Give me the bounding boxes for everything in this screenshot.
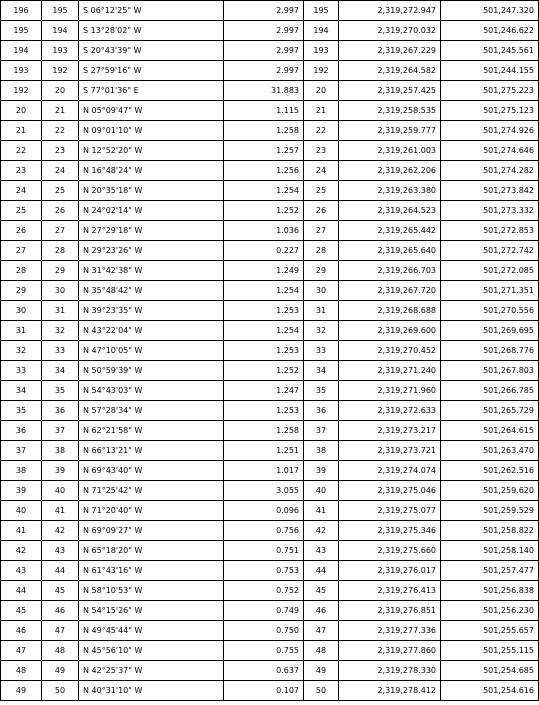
- station-cell: 30: [1, 301, 42, 321]
- vertex-cell: 193: [304, 41, 339, 61]
- next-station-cell: 49: [42, 661, 79, 681]
- distance-cell: 1.036: [224, 221, 304, 241]
- next-station-cell: 40: [42, 481, 79, 501]
- distance-cell: 1.253: [224, 401, 304, 421]
- vertex-cell: 48: [304, 641, 339, 661]
- table-row: [1, 141, 539, 161]
- distance-cell: 1.257: [224, 141, 304, 161]
- coordinate-y-cell: 2,319,277.336: [339, 621, 441, 641]
- coordinate-x-cell: 501,255.657: [441, 621, 539, 641]
- coordinate-y-cell: 2,319,267.720: [339, 281, 441, 301]
- next-station-cell: 28: [42, 241, 79, 261]
- station-cell: 23: [1, 161, 42, 181]
- coordinate-y-cell: 2,319,271.960: [339, 381, 441, 401]
- next-station-cell: 39: [42, 461, 79, 481]
- bearing-cell: N 61°43'16" W: [79, 561, 224, 581]
- vertex-cell: 38: [304, 441, 339, 461]
- vertex-cell: 40: [304, 481, 339, 501]
- vertex-cell: 25: [304, 181, 339, 201]
- table-row: [1, 321, 539, 341]
- next-station-cell: 48: [42, 641, 79, 661]
- station-cell: 196: [1, 1, 42, 21]
- next-station-cell: 29: [42, 261, 79, 281]
- vertex-cell: 27: [304, 221, 339, 241]
- next-station-cell: 192: [42, 61, 79, 81]
- coordinate-x-cell: 501,258.140: [441, 541, 539, 561]
- bearing-cell: N 69°43'40" W: [79, 461, 224, 481]
- next-station-cell: 22: [42, 121, 79, 141]
- coordinate-x-cell: 501,273.842: [441, 181, 539, 201]
- bearing-cell: N 45°56'10" W: [79, 641, 224, 661]
- station-cell: 34: [1, 381, 42, 401]
- table-row: [1, 461, 539, 481]
- next-station-cell: 44: [42, 561, 79, 581]
- bearing-cell: N 69°09'27" W: [79, 521, 224, 541]
- bearing-cell: N 54°43'03" W: [79, 381, 224, 401]
- next-station-cell: 33: [42, 341, 79, 361]
- vertex-cell: 24: [304, 161, 339, 181]
- coordinate-x-cell: 501,256.230: [441, 601, 539, 621]
- distance-cell: 0.107: [224, 681, 304, 701]
- station-cell: 29: [1, 281, 42, 301]
- bearing-cell: N 54°15'26" W: [79, 601, 224, 621]
- table-row: [1, 541, 539, 561]
- table-row: [1, 201, 539, 221]
- distance-cell: 1.258: [224, 421, 304, 441]
- coordinate-x-cell: 501,272.742: [441, 241, 539, 261]
- station-cell: 49: [1, 681, 42, 701]
- coordinate-y-cell: 2,319,270.032: [339, 21, 441, 41]
- station-cell: 20: [1, 101, 42, 121]
- coordinate-y-cell: 2,319,261.003: [339, 141, 441, 161]
- station-cell: 36: [1, 421, 42, 441]
- distance-cell: 2.997: [224, 41, 304, 61]
- coordinate-y-cell: 2,319,276.851: [339, 601, 441, 621]
- distance-cell: 0.755: [224, 641, 304, 661]
- station-cell: 27: [1, 241, 42, 261]
- station-cell: 46: [1, 621, 42, 641]
- coordinate-x-cell: 501,274.646: [441, 141, 539, 161]
- vertex-cell: 37: [304, 421, 339, 441]
- coordinate-y-cell: 2,319,257.425: [339, 81, 441, 101]
- vertex-cell: 33: [304, 341, 339, 361]
- station-cell: 193: [1, 61, 42, 81]
- vertex-cell: 41: [304, 501, 339, 521]
- bearing-cell: N 57°28'34" W: [79, 401, 224, 421]
- station-cell: 40: [1, 501, 42, 521]
- coordinate-y-cell: 2,319,273.217: [339, 421, 441, 441]
- bearing-cell: S 27°59'16" W: [79, 61, 224, 81]
- vertex-cell: 36: [304, 401, 339, 421]
- coordinate-y-cell: 2,319,269.600: [339, 321, 441, 341]
- table-row: [1, 181, 539, 201]
- distance-cell: 2.997: [224, 1, 304, 21]
- bearing-cell: N 62°21'58" W: [79, 421, 224, 441]
- table-row: [1, 261, 539, 281]
- table-row: [1, 601, 539, 621]
- bearing-cell: N 24°02'14" W: [79, 201, 224, 221]
- coordinate-y-cell: 2,319,272.633: [339, 401, 441, 421]
- table-body: [1, 1, 539, 701]
- coordinate-x-cell: 501,244.155: [441, 61, 539, 81]
- vertex-cell: 42: [304, 521, 339, 541]
- coordinate-y-cell: 2,319,276.413: [339, 581, 441, 601]
- coordinate-y-cell: 2,319,275.077: [339, 501, 441, 521]
- coordinate-y-cell: 2,319,264.582: [339, 61, 441, 81]
- distance-cell: 1.254: [224, 281, 304, 301]
- coordinate-x-cell: 501,275.223: [441, 81, 539, 101]
- coordinate-x-cell: 501,272.853: [441, 221, 539, 241]
- coordinate-y-cell: 2,319,266.703: [339, 261, 441, 281]
- distance-cell: 1.256: [224, 161, 304, 181]
- coordinate-x-cell: 501,247.320: [441, 1, 539, 21]
- next-station-cell: 30: [42, 281, 79, 301]
- station-cell: 39: [1, 481, 42, 501]
- coordinate-x-cell: 501,268.776: [441, 341, 539, 361]
- distance-cell: 1.017: [224, 461, 304, 481]
- distance-cell: 0.752: [224, 581, 304, 601]
- next-station-cell: 41: [42, 501, 79, 521]
- coordinate-x-cell: 501,255.115: [441, 641, 539, 661]
- table-row: [1, 381, 539, 401]
- station-cell: 195: [1, 21, 42, 41]
- bearing-cell: N 43°22'04" W: [79, 321, 224, 341]
- table-row: [1, 561, 539, 581]
- table-row: [1, 361, 539, 381]
- coordinate-y-cell: 2,319,275.346: [339, 521, 441, 541]
- next-station-cell: 25: [42, 181, 79, 201]
- station-cell: 33: [1, 361, 42, 381]
- vertex-cell: 45: [304, 581, 339, 601]
- vertex-cell: 22: [304, 121, 339, 141]
- table-row: [1, 301, 539, 321]
- coordinate-x-cell: 501,256.838: [441, 581, 539, 601]
- vertex-cell: 49: [304, 661, 339, 681]
- coordinate-x-cell: 501,270.556: [441, 301, 539, 321]
- coordinate-x-cell: 501,267.803: [441, 361, 539, 381]
- coordinate-y-cell: 2,319,274.074: [339, 461, 441, 481]
- vertex-cell: 43: [304, 541, 339, 561]
- next-station-cell: 26: [42, 201, 79, 221]
- distance-cell: 2.997: [224, 61, 304, 81]
- station-cell: 26: [1, 221, 42, 241]
- bearing-cell: S 06°12'25" W: [79, 1, 224, 21]
- coordinate-x-cell: 501,272.085: [441, 261, 539, 281]
- bearing-cell: S 20°43'39" W: [79, 41, 224, 61]
- coordinate-x-cell: 501,263.470: [441, 441, 539, 461]
- bearing-cell: N 27°29'18" W: [79, 221, 224, 241]
- bearing-cell: N 47°10'05" W: [79, 341, 224, 361]
- station-cell: 44: [1, 581, 42, 601]
- station-cell: 41: [1, 521, 42, 541]
- distance-cell: 0.751: [224, 541, 304, 561]
- bearing-cell: N 66°13'21" W: [79, 441, 224, 461]
- coordinate-y-cell: 2,319,268.688: [339, 301, 441, 321]
- vertex-cell: 26: [304, 201, 339, 221]
- table-row: [1, 681, 539, 701]
- station-cell: 48: [1, 661, 42, 681]
- bearing-cell: N 39°23'35" W: [79, 301, 224, 321]
- vertex-cell: 34: [304, 361, 339, 381]
- station-cell: 43: [1, 561, 42, 581]
- bearing-cell: N 65°18'20" W: [79, 541, 224, 561]
- station-cell: 28: [1, 261, 42, 281]
- coordinate-x-cell: 501,274.926: [441, 121, 539, 141]
- table-row: [1, 241, 539, 261]
- vertex-cell: 29: [304, 261, 339, 281]
- table-row: [1, 481, 539, 501]
- vertex-cell: 30: [304, 281, 339, 301]
- distance-cell: 0.637: [224, 661, 304, 681]
- coordinate-y-cell: 2,319,278.412: [339, 681, 441, 701]
- coordinate-y-cell: 2,319,267.229: [339, 41, 441, 61]
- station-cell: 45: [1, 601, 42, 621]
- next-station-cell: 36: [42, 401, 79, 421]
- coordinate-x-cell: 501,275.123: [441, 101, 539, 121]
- table-row: [1, 21, 539, 41]
- station-cell: 32: [1, 341, 42, 361]
- coordinate-y-cell: 2,319,265.442: [339, 221, 441, 241]
- station-cell: 21: [1, 121, 42, 141]
- next-station-cell: 21: [42, 101, 79, 121]
- distance-cell: 0.753: [224, 561, 304, 581]
- coordinate-y-cell: 2,319,275.046: [339, 481, 441, 501]
- table-row: [1, 81, 539, 101]
- distance-cell: 1.251: [224, 441, 304, 461]
- station-cell: 192: [1, 81, 42, 101]
- next-station-cell: 45: [42, 581, 79, 601]
- table-row: [1, 401, 539, 421]
- coordinate-x-cell: 501,254.685: [441, 661, 539, 681]
- bearing-cell: N 35°48'42" W: [79, 281, 224, 301]
- coordinate-x-cell: 501,265.729: [441, 401, 539, 421]
- bearing-cell: N 20°35'18" W: [79, 181, 224, 201]
- table-row: [1, 421, 539, 441]
- distance-cell: 1.249: [224, 261, 304, 281]
- table-row: [1, 61, 539, 81]
- coordinate-y-cell: 2,319,272.947: [339, 1, 441, 21]
- bearing-cell: N 31°42'38" W: [79, 261, 224, 281]
- coordinate-x-cell: 501,259.620: [441, 481, 539, 501]
- coordinate-x-cell: 501,273.332: [441, 201, 539, 221]
- station-cell: 42: [1, 541, 42, 561]
- coordinate-x-cell: 501,264.615: [441, 421, 539, 441]
- next-station-cell: 34: [42, 361, 79, 381]
- bearing-cell: N 09°01'10" W: [79, 121, 224, 141]
- coordinate-y-cell: 2,319,273.721: [339, 441, 441, 461]
- coordinate-x-cell: 501,245.561: [441, 41, 539, 61]
- next-station-cell: 32: [42, 321, 79, 341]
- coordinate-y-cell: 2,319,278.330: [339, 661, 441, 681]
- distance-cell: 0.096: [224, 501, 304, 521]
- coordinate-y-cell: 2,319,262.206: [339, 161, 441, 181]
- next-station-cell: 47: [42, 621, 79, 641]
- coordinate-x-cell: 501,274.282: [441, 161, 539, 181]
- table-row: [1, 441, 539, 461]
- distance-cell: 1.115: [224, 101, 304, 121]
- table-row: [1, 281, 539, 301]
- coordinate-y-cell: 2,319,263.380: [339, 181, 441, 201]
- bearing-cell: N 42°25'37" W: [79, 661, 224, 681]
- vertex-cell: 21: [304, 101, 339, 121]
- station-cell: 38: [1, 461, 42, 481]
- vertex-cell: 31: [304, 301, 339, 321]
- table-row: [1, 221, 539, 241]
- table-row: [1, 501, 539, 521]
- vertex-cell: 192: [304, 61, 339, 81]
- distance-cell: 1.247: [224, 381, 304, 401]
- vertex-cell: 194: [304, 21, 339, 41]
- station-cell: 22: [1, 141, 42, 161]
- distance-cell: 1.258: [224, 121, 304, 141]
- bearing-cell: N 71°25'42" W: [79, 481, 224, 501]
- bearing-cell: N 71°20'40" W: [79, 501, 224, 521]
- bearing-cell: N 50°59'39" W: [79, 361, 224, 381]
- coordinate-x-cell: 501,259.529: [441, 501, 539, 521]
- bearing-cell: N 12°52'20" W: [79, 141, 224, 161]
- table-row: [1, 581, 539, 601]
- distance-cell: 1.252: [224, 201, 304, 221]
- table-row: [1, 101, 539, 121]
- station-cell: 24: [1, 181, 42, 201]
- vertex-cell: 50: [304, 681, 339, 701]
- coordinate-x-cell: 501,271.351: [441, 281, 539, 301]
- distance-cell: 0.227: [224, 241, 304, 261]
- coordinate-y-cell: 2,319,270.452: [339, 341, 441, 361]
- table-row: [1, 1, 539, 21]
- distance-cell: 1.253: [224, 341, 304, 361]
- distance-cell: 0.750: [224, 621, 304, 641]
- next-station-cell: 37: [42, 421, 79, 441]
- vertex-cell: 195: [304, 1, 339, 21]
- bearing-cell: N 05°09'47" W: [79, 101, 224, 121]
- table-row: [1, 41, 539, 61]
- coordinate-x-cell: 501,246.622: [441, 21, 539, 41]
- distance-cell: 1.254: [224, 321, 304, 341]
- coordinate-x-cell: 501,266.785: [441, 381, 539, 401]
- coordinate-y-cell: 2,319,259.777: [339, 121, 441, 141]
- vertex-cell: 47: [304, 621, 339, 641]
- distance-cell: 31.883: [224, 81, 304, 101]
- next-station-cell: 31: [42, 301, 79, 321]
- vertex-cell: 32: [304, 321, 339, 341]
- bearing-cell: N 58°10'53" W: [79, 581, 224, 601]
- vertex-cell: 23: [304, 141, 339, 161]
- next-station-cell: 43: [42, 541, 79, 561]
- table-row: [1, 121, 539, 141]
- distance-cell: 3.055: [224, 481, 304, 501]
- station-cell: 31: [1, 321, 42, 341]
- distance-cell: 0.756: [224, 521, 304, 541]
- station-cell: 194: [1, 41, 42, 61]
- distance-cell: 1.252: [224, 361, 304, 381]
- bearing-cell: N 40°31'10" W: [79, 681, 224, 701]
- table-row: [1, 641, 539, 661]
- next-station-cell: 195: [42, 1, 79, 21]
- coordinate-y-cell: 2,319,277.860: [339, 641, 441, 661]
- bearing-cell: N 49°45'44" W: [79, 621, 224, 641]
- next-station-cell: 20: [42, 81, 79, 101]
- coordinate-x-cell: 501,254.616: [441, 681, 539, 701]
- coordinate-y-cell: 2,319,264.523: [339, 201, 441, 221]
- next-station-cell: 23: [42, 141, 79, 161]
- vertex-cell: 39: [304, 461, 339, 481]
- next-station-cell: 35: [42, 381, 79, 401]
- coordinate-y-cell: 2,319,258.535: [339, 101, 441, 121]
- distance-cell: 2.997: [224, 21, 304, 41]
- vertex-cell: 35: [304, 381, 339, 401]
- station-cell: 37: [1, 441, 42, 461]
- vertex-cell: 20: [304, 81, 339, 101]
- table-row: [1, 521, 539, 541]
- vertex-cell: 44: [304, 561, 339, 581]
- next-station-cell: 42: [42, 521, 79, 541]
- table-row: [1, 161, 539, 181]
- coordinate-y-cell: 2,319,271.240: [339, 361, 441, 381]
- vertex-cell: 28: [304, 241, 339, 261]
- distance-cell: 1.253: [224, 301, 304, 321]
- coordinate-x-cell: 501,262.516: [441, 461, 539, 481]
- next-station-cell: 50: [42, 681, 79, 701]
- next-station-cell: 24: [42, 161, 79, 181]
- next-station-cell: 193: [42, 41, 79, 61]
- next-station-cell: 38: [42, 441, 79, 461]
- next-station-cell: 46: [42, 601, 79, 621]
- coordinate-y-cell: 2,319,275.660: [339, 541, 441, 561]
- bearing-cell: S 13°28'02" W: [79, 21, 224, 41]
- coordinate-x-cell: 501,258.822: [441, 521, 539, 541]
- coordinate-x-cell: 501,269.695: [441, 321, 539, 341]
- vertex-cell: 46: [304, 601, 339, 621]
- station-cell: 35: [1, 401, 42, 421]
- station-cell: 47: [1, 641, 42, 661]
- table-row: [1, 661, 539, 681]
- next-station-cell: 194: [42, 21, 79, 41]
- bearing-cell: N 16°48'24" W: [79, 161, 224, 181]
- distance-cell: 0.749: [224, 601, 304, 621]
- table-row: [1, 621, 539, 641]
- bearing-cell: S 77°01'36" E: [79, 81, 224, 101]
- bearing-cell: N 29°23'26" W: [79, 241, 224, 261]
- table-row: [1, 341, 539, 361]
- coordinate-y-cell: 2,319,265.640: [339, 241, 441, 261]
- next-station-cell: 27: [42, 221, 79, 241]
- distance-cell: 1.254: [224, 181, 304, 201]
- coordinate-x-cell: 501,257.477: [441, 561, 539, 581]
- coordinate-y-cell: 2,319,276.017: [339, 561, 441, 581]
- station-cell: 25: [1, 201, 42, 221]
